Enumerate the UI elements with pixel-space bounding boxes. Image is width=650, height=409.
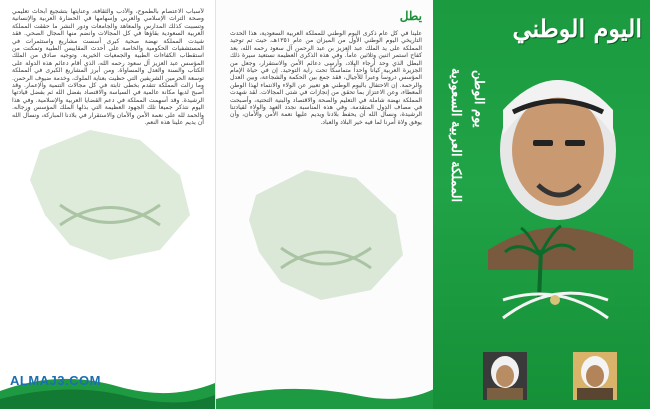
- middle-body-text: علينا في كل عام ذكرى اليوم الوطني للمملكة العربية السعودية، هذا الحدث التاريخي اليوم الوطني الأول من الميزان من عام ١٣٥١هـ، حيث تم توحيد المملكة على يد الملك عبد العزيز بن عبد الرحمن آل سعود رحمه الله، بعد كفاح استمر اثنين وثلاثين عاماً. وفي هذه الذكرى العظيمة نستعيد سيرة ذلك البطل الذي وحد أرجاء البلاد، وأرسى دعائم الأمن والاستقرار، وجعل من الجزيرة العربية كياناً واحداً متماسكاً تحت راية التوحيد. إن في حياة الإمام المؤسس دروساً وعبراً للأجيال، فقد جمع بين الحكمة والشجاعة، وبين العدل والرحمة. إن الاحتفال باليوم الوطني هو تعبير عن الولاء والانتماء لهذا الوطن المعطاء، وعن الاعتزاز بما تحقق من إنجازات في شتى المجالات. لقد شهدت المملكة نهضة شاملة في التعليم والصحة والاقتصاد والبنية التحتية، وأصبحت في مصاف الدول المتقدمة. وفي هذه المناسبة نجدد العهد والولاء لقيادتنا الرشيدة، ونسأل الله أن يحفظ بلادنا ويديم عليها نعمة الأمن والأمان، وأن يوفق ولاة أمرنا لما فيه خير البلاد والعباد.: [230, 30, 422, 126]
- cover-vertical-text-2: يوم الوطن: [471, 70, 486, 128]
- site-watermark: ALMAJ3.COM: [10, 373, 101, 388]
- cover-title: اليوم الوطني: [512, 14, 642, 43]
- middle-panel: [215, 0, 435, 409]
- left-panel: [0, 0, 215, 409]
- portrait-right: [573, 352, 617, 400]
- cover-background-decoration: [433, 0, 650, 409]
- left-body-text: لأسباب الاعتصام بالطموح، والأدب والثقافة، وعنايتها بتشجيع أبحاث تعليمي وصحة التراث الإسلامي والعربي وإسهامها في الحضارة العربية والإنسانية وتسببت كذلك المدارس والمعاهد والجامعات ودور النشر ما حققت المملكة العربية السعودية بقاؤها في كل المجالات وانضم منها المجال الصحي. فقد شيدت المملكة نهضة صحية كبرى أسست مشاريع واستثمرات في المستشفيات الحكومية والخاصة على أحدث المقاييس الطبية وتمكنت من استقطاب الكفاءات الطبية والجمعيات الخيرية. وتوجيه صادق من الملك المؤسس عبد العزيز آل سعود رحمه الله، الذي أقام دعائم هذه الدولة على الكتاب والسنة والعدل والمساواة. ومن أبرز المشاريع الكبرى في المملكة توسعة الحرمين الشريفين التي حظيت بعناية الملوك، وخدمة ضيوف الرحمن. وما زالت المملكة تتقدم بخطى ثابتة في كل مجالات التنمية والإعمار. وقد أصبح لديها مكانة عالمية في السياسة والاقتصاد بفضل الله ثم بفضل قيادتها الرشيدة. وقد أسهمت المملكة في دعم القضايا العربية والإسلامية. وفي هذا اليوم نتذكر جميعاً تلك الجهود العظيمة التي بذلها الملك المؤسس ورجاله. والحمد لله على نعمة الأمن والأمان والاستقرار في بلادنا المباركة، ونسأل الله أن يديم علينا هذه النعم.: [12, 8, 204, 127]
- section-heading: يطل: [399, 9, 422, 23]
- bottom-wave-decoration: [216, 379, 434, 409]
- cover-panel: [433, 0, 650, 409]
- portrait-left: [483, 352, 527, 400]
- cover-vertical-text-1: المملكة العربية السعودية: [448, 68, 463, 203]
